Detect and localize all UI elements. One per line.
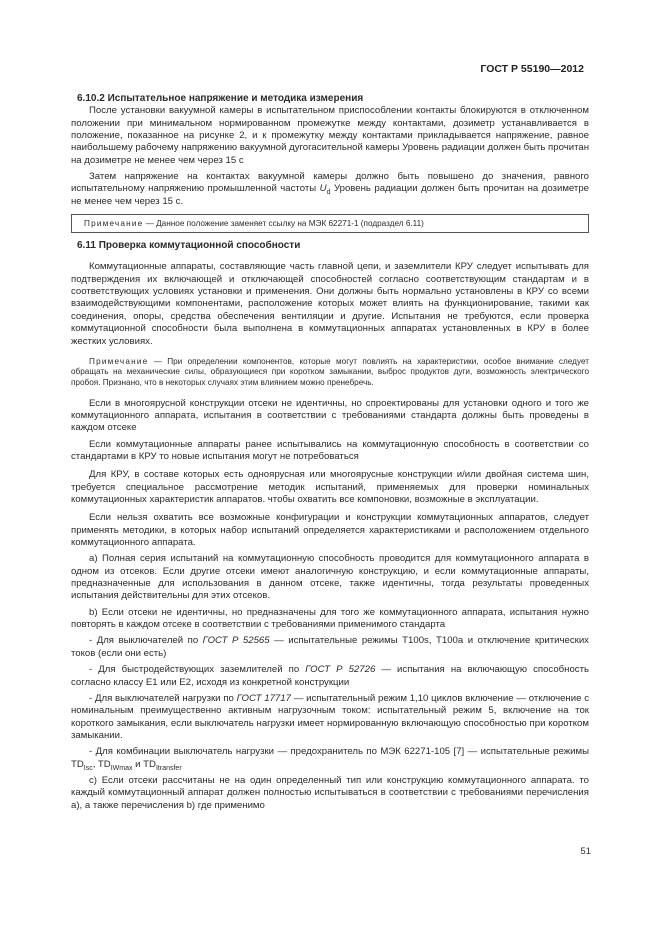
dash-item: - Для выключателей по ГОСТ Р 52565 — испытательные режимы Т100s, Т100а и отключение критических токов (если они есть) xyxy=(71,635,589,659)
standard-reference: ГОСТ Р 52726 xyxy=(305,664,376,676)
page-number: 51 xyxy=(580,846,591,857)
paragraph: Коммутационные аппараты, составляющие часть главной цепи, и заземлители КРУ следует испытывать для подтверждения их включающей и отключающей способностей согласно соответствующим стандартам и в соответствующих условиях установки и применения. Они должны быть нормально установлены в КРУ со всеми взаимодействующими компонентами, расположение которых может влиять на функционирование, такими как соединения, опоры, средства обеспечения вентиляции и другие. Испытания не требуются, если проверка коммутационной способности была выполнена в коммутационных аппаратах установленных в КРУ в более жестких условиях. xyxy=(71,261,589,347)
dash-item: - Для выключателей нагрузки по ГОСТ 17717 — испытательный режим 1,10 циклов включение — отключение с номинальным преимущественно активным нагрузочным током: испытательный режим 5, включение на ток короткого замыкания, если выключатель нагрузки имеет нормированную включающую способностью при коротком замыкании. xyxy=(71,692,589,741)
paragraph: Если нельзя охватить все возможные конфигурации и конструкции коммутационных аппаратов, следует применять методики, в которых набор испытаний определяется характеристиками и расположением отдельного коммутационного аппарата. xyxy=(71,512,589,549)
paragraph: Затем напряжение на контактах вакуумной камеры должно быть повышено до значения, равного испытательному напряжению промышленной частоты $U_d$ Уровень радиации должен быть прочитан на дозиметре не менее чем через 15 с. xyxy=(71,171,589,207)
dash-item: - Для быстродействующих заземлителей по ГОСТ Р 52726 — испытания на включающую способность согласно классу Е1 или Е2, исходя из конкретной конструкции xyxy=(71,664,589,688)
page-content xyxy=(71,93,589,812)
section-6-10-2-heading: 6.10.2 Испытательное напряжение и методика измерения xyxy=(77,93,364,104)
list-item-b: b) Если отсеки не идентичны, но предназначены для того же коммутационного аппарата, испытания нужно повторять в каждом отсеке в соответствии с требованиями применимого стандарта xyxy=(71,606,589,631)
standard-code: ГОСТ Р 55190—2012 xyxy=(480,63,584,75)
list-item-c: c) Если отсеки рассчитаны не на один определенный тип или конструкцию коммутационного аппарата. то каждый коммутационный аппарат должен полностью испытываться в соответствии с требованиями перечисления а), а также перечисления b) где применимо xyxy=(71,774,589,811)
note: Примечание — При определении компонентов, которые могут повлиять на характеристики, особое внимание следует обращать на механические силы, образующиеся при коротком замыкании, выброс продуктов дуги, возможность электрического пробоя. Признано, что в некоторых случаях этим влиянием можно пренебречь. xyxy=(71,356,589,388)
note-box: Примечание — Данное положение заменяет ссылку на МЭК 62271-1 (подраздел 6.11) xyxy=(71,214,589,233)
paragraph: Для КРУ, в составе которых есть одноярусная или многоярусные конструкции и/или двойная система шин, требуется специальное рассмотрение методик испытаний, применяемых для проверки номинальных коммутационных характеристик аппаратов. чтобы охватить все компоновки, возможные в эксплуатации. xyxy=(71,469,589,506)
dash-item: - Для комбинации выключатель нагрузки — предохранитель по МЭК 62271-105 [7] — испытательные режимы $TD_{Isc}$, $TD_{IWmax}$ и $TD_{Itransfer}$ xyxy=(71,746,589,772)
voltage-symbol: U xyxy=(319,183,327,195)
paragraph: Если коммутационные аппараты ранее испытывались на коммутационную способность в соответствии со стандартами в КРУ то новые испытания могут не потребоваться xyxy=(71,438,589,462)
paragraph: После установки вакуумной камеры в испытательном приспособлении контакты блокируются в отключенном положении при минимальном нормированном промежутке между контактами, дозиметр устанавливается в положение, показанное на рисунке 2, и к промежутку между контактами прикладывается напряжение, равное наибольшему рабочему напряжению вакуумной дугогасительной камеры Уровень радиации должен быть прочитан на дозиметре не менее чем через 15 с xyxy=(71,105,589,166)
list-item-a: а) Полная серия испытаний на коммутационную способность проводится для коммутационного аппарата в одном из отсеков. Если другие отсеки имеют аналогичную конструкцию, и если коммутационные аппараты, предназначенные для использования в данном отсеке, также идентичны, тогда результаты проведенных испытания действительны для этих отсеков. xyxy=(71,553,589,602)
standard-reference: ГОСТ Р 52565 xyxy=(202,635,270,647)
section-6-11-heading: 6.11 Проверка коммутационной способности xyxy=(77,240,301,252)
standard-reference: ГОСТ 17717 xyxy=(236,692,291,704)
paragraph: Если в многоярусной конструкции отсеки не идентичны, но спроектированы для установки одного и того же коммутационного аппарата, испытания в соответствии с требованиями стандарта должны быть проведены в каждом отсеке xyxy=(71,397,589,434)
